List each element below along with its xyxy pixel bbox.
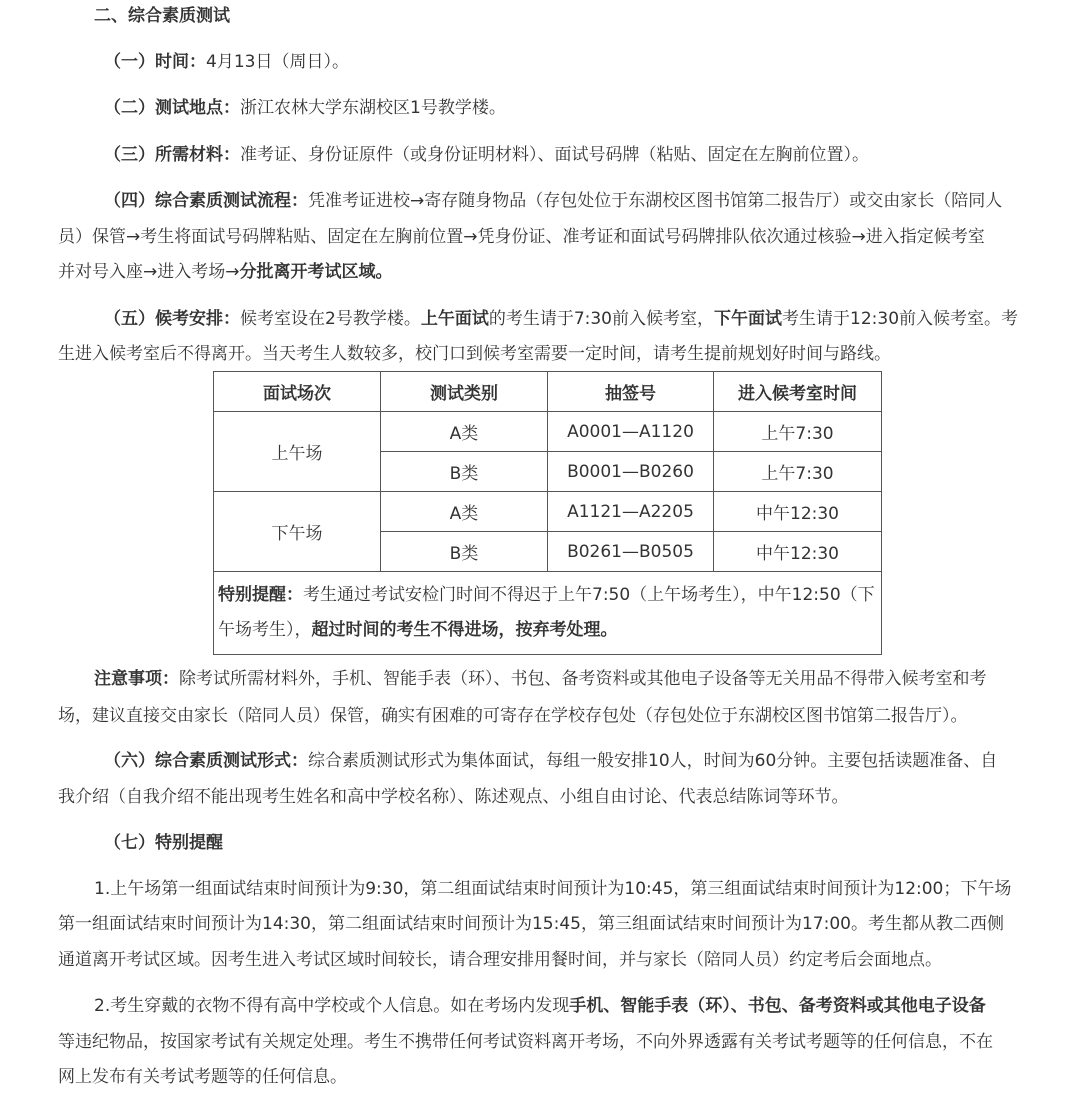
category-cell: A类 [381,492,548,532]
reminder2-line2: 等违纪物品，按国家考试有关规定处理。考生不携带任何考试资料离开考场，不向外界透露有关考试考题等的任何信息，不在 [58,1032,993,1052]
paragraph-format-line1: （六）综合素质测试形式：综合素质测试形式为集体面试，每组一般安排10人，时间为60分钟。主要包括读题准备、自 [104,751,998,771]
header-session: 面试场次 [214,372,381,412]
paragraph-format-line2: 我介绍（自我介绍不能出现考生姓名和高中学校名称）、陈述观点、小组自由讨论、代表总结陈词等环节。 [58,787,849,807]
reminder2-line3: 网上发布有关考试考题等的任何信息。 [58,1067,347,1087]
label-notice: 注意事项： [94,669,179,689]
range-cell: A1121—A2205 [548,492,714,532]
reminder1-line1: 1.上午场第一组面试结束时间预计为9:30，第二组面试结束时间预计为10:45，第三组面试结束时间预计为12:00；下午场 [94,879,1012,899]
label-format: （六）综合素质测试形式： [104,751,308,771]
range-cell: A0001—A1120 [548,412,714,452]
label-materials: （三）所需材料： [104,145,240,165]
label-waiting: （五）候考安排： [104,309,240,329]
time-cell: 中午12:30 [714,532,882,572]
category-cell: A类 [381,412,548,452]
reminder1-line3: 通道离开考试区域。因考生进入考试区域时间较长，请合理安排用餐时间，并与家长（陪同人员）约定考后会面地点。 [58,950,942,970]
label-time: （一）时间： [104,52,206,72]
paragraph-materials: （三）所需材料：准考证、身份证原件（或身份证明材料）、面试号码牌（粘贴、固定在左胸前位置）。 [104,145,869,165]
table-row [214,492,882,532]
subheading-special-reminder: （七）特别提醒 [104,833,223,853]
paragraph-notice-line1: 注意事项：除考试所需材料外，手机、智能手表（环）、书包、备考资料或其他电子设备等无关用品不得带入候考室和考 [94,669,987,689]
label-location: （二）测试地点： [104,98,240,118]
label-process: （四）综合素质测试流程： [104,191,308,211]
table-header-row [214,372,882,412]
range-cell: B0001—B0260 [548,452,714,492]
table-row [214,412,882,452]
session-afternoon: 下午场 [214,492,381,572]
header-entry-time: 进入候考室时间 [714,372,882,412]
time-cell: 上午7:30 [714,452,882,492]
table-note-row [214,572,882,655]
header-category: 测试类别 [381,372,548,412]
paragraph-process-line3: 并对号入座→进入考场→分批离开考试区域。 [58,262,393,282]
paragraph-waiting-line1: （五）候考安排：候考室设在2号教学楼。上午面试的考生请于7:30前入候考室，下午面试考生请于12:30前入候考室。考 [104,309,1019,329]
range-cell: B0261—B0505 [548,532,714,572]
paragraph-waiting-line2: 生进入候考室后不得离开。当天考生人数较多，校门口到候考室需要一定时间，请考生提前规划好时间与路线。 [58,344,891,364]
special-reminder-note: 特别提醒：考生通过考试安检门时间不得迟于上午7:50（上午场考生），中午12:50（下午场考生），超过时间的考生不得进场，按弃考处理。 [214,572,882,655]
paragraph-process-line2: 员）保管→考生将面试号码牌粘贴、固定在左胸前位置→凭身份证、准考证和面试号码牌排队依次通过核验→进入指定候考室 [58,227,985,247]
category-cell: B类 [381,532,548,572]
paragraph-notice-line2: 场，建议直接交由家长（陪同人员）保管，确实有困难的可寄存在学校存包处（存包处位于东湖校区图书馆第二报告厅）。 [58,706,968,726]
header-draw-number: 抽签号 [548,372,714,412]
time-cell: 中午12:30 [714,492,882,532]
reminder2-line1: 2.考生穿戴的衣物不得有高中学校或个人信息。如在考场内发现手机、智能手表（环）、书包、备考资料或其他电子设备 [94,996,986,1016]
paragraph-time: （一）时间：4月13日（周日）。 [104,52,349,72]
session-morning: 上午场 [214,412,381,492]
paragraph-process-line1: （四）综合素质测试流程：凭准考证进校→寄存随身物品（存包处位于东湖校区图书馆第二报告厅）或交由家长（陪同人 [104,191,1003,211]
reminder1-line2: 第一组面试结束时间预计为14:30，第二组面试结束时间预计为15:45，第三组面试结束时间预计为17:00。考生都从教二西侧 [58,914,1004,934]
schedule-table [213,371,882,655]
time-cell: 上午7:30 [714,412,882,452]
paragraph-location: （二）测试地点：浙江农林大学东湖校区1号教学楼。 [104,98,506,118]
category-cell: B类 [381,452,548,492]
section-heading: 二、综合素质测试 [94,6,230,26]
